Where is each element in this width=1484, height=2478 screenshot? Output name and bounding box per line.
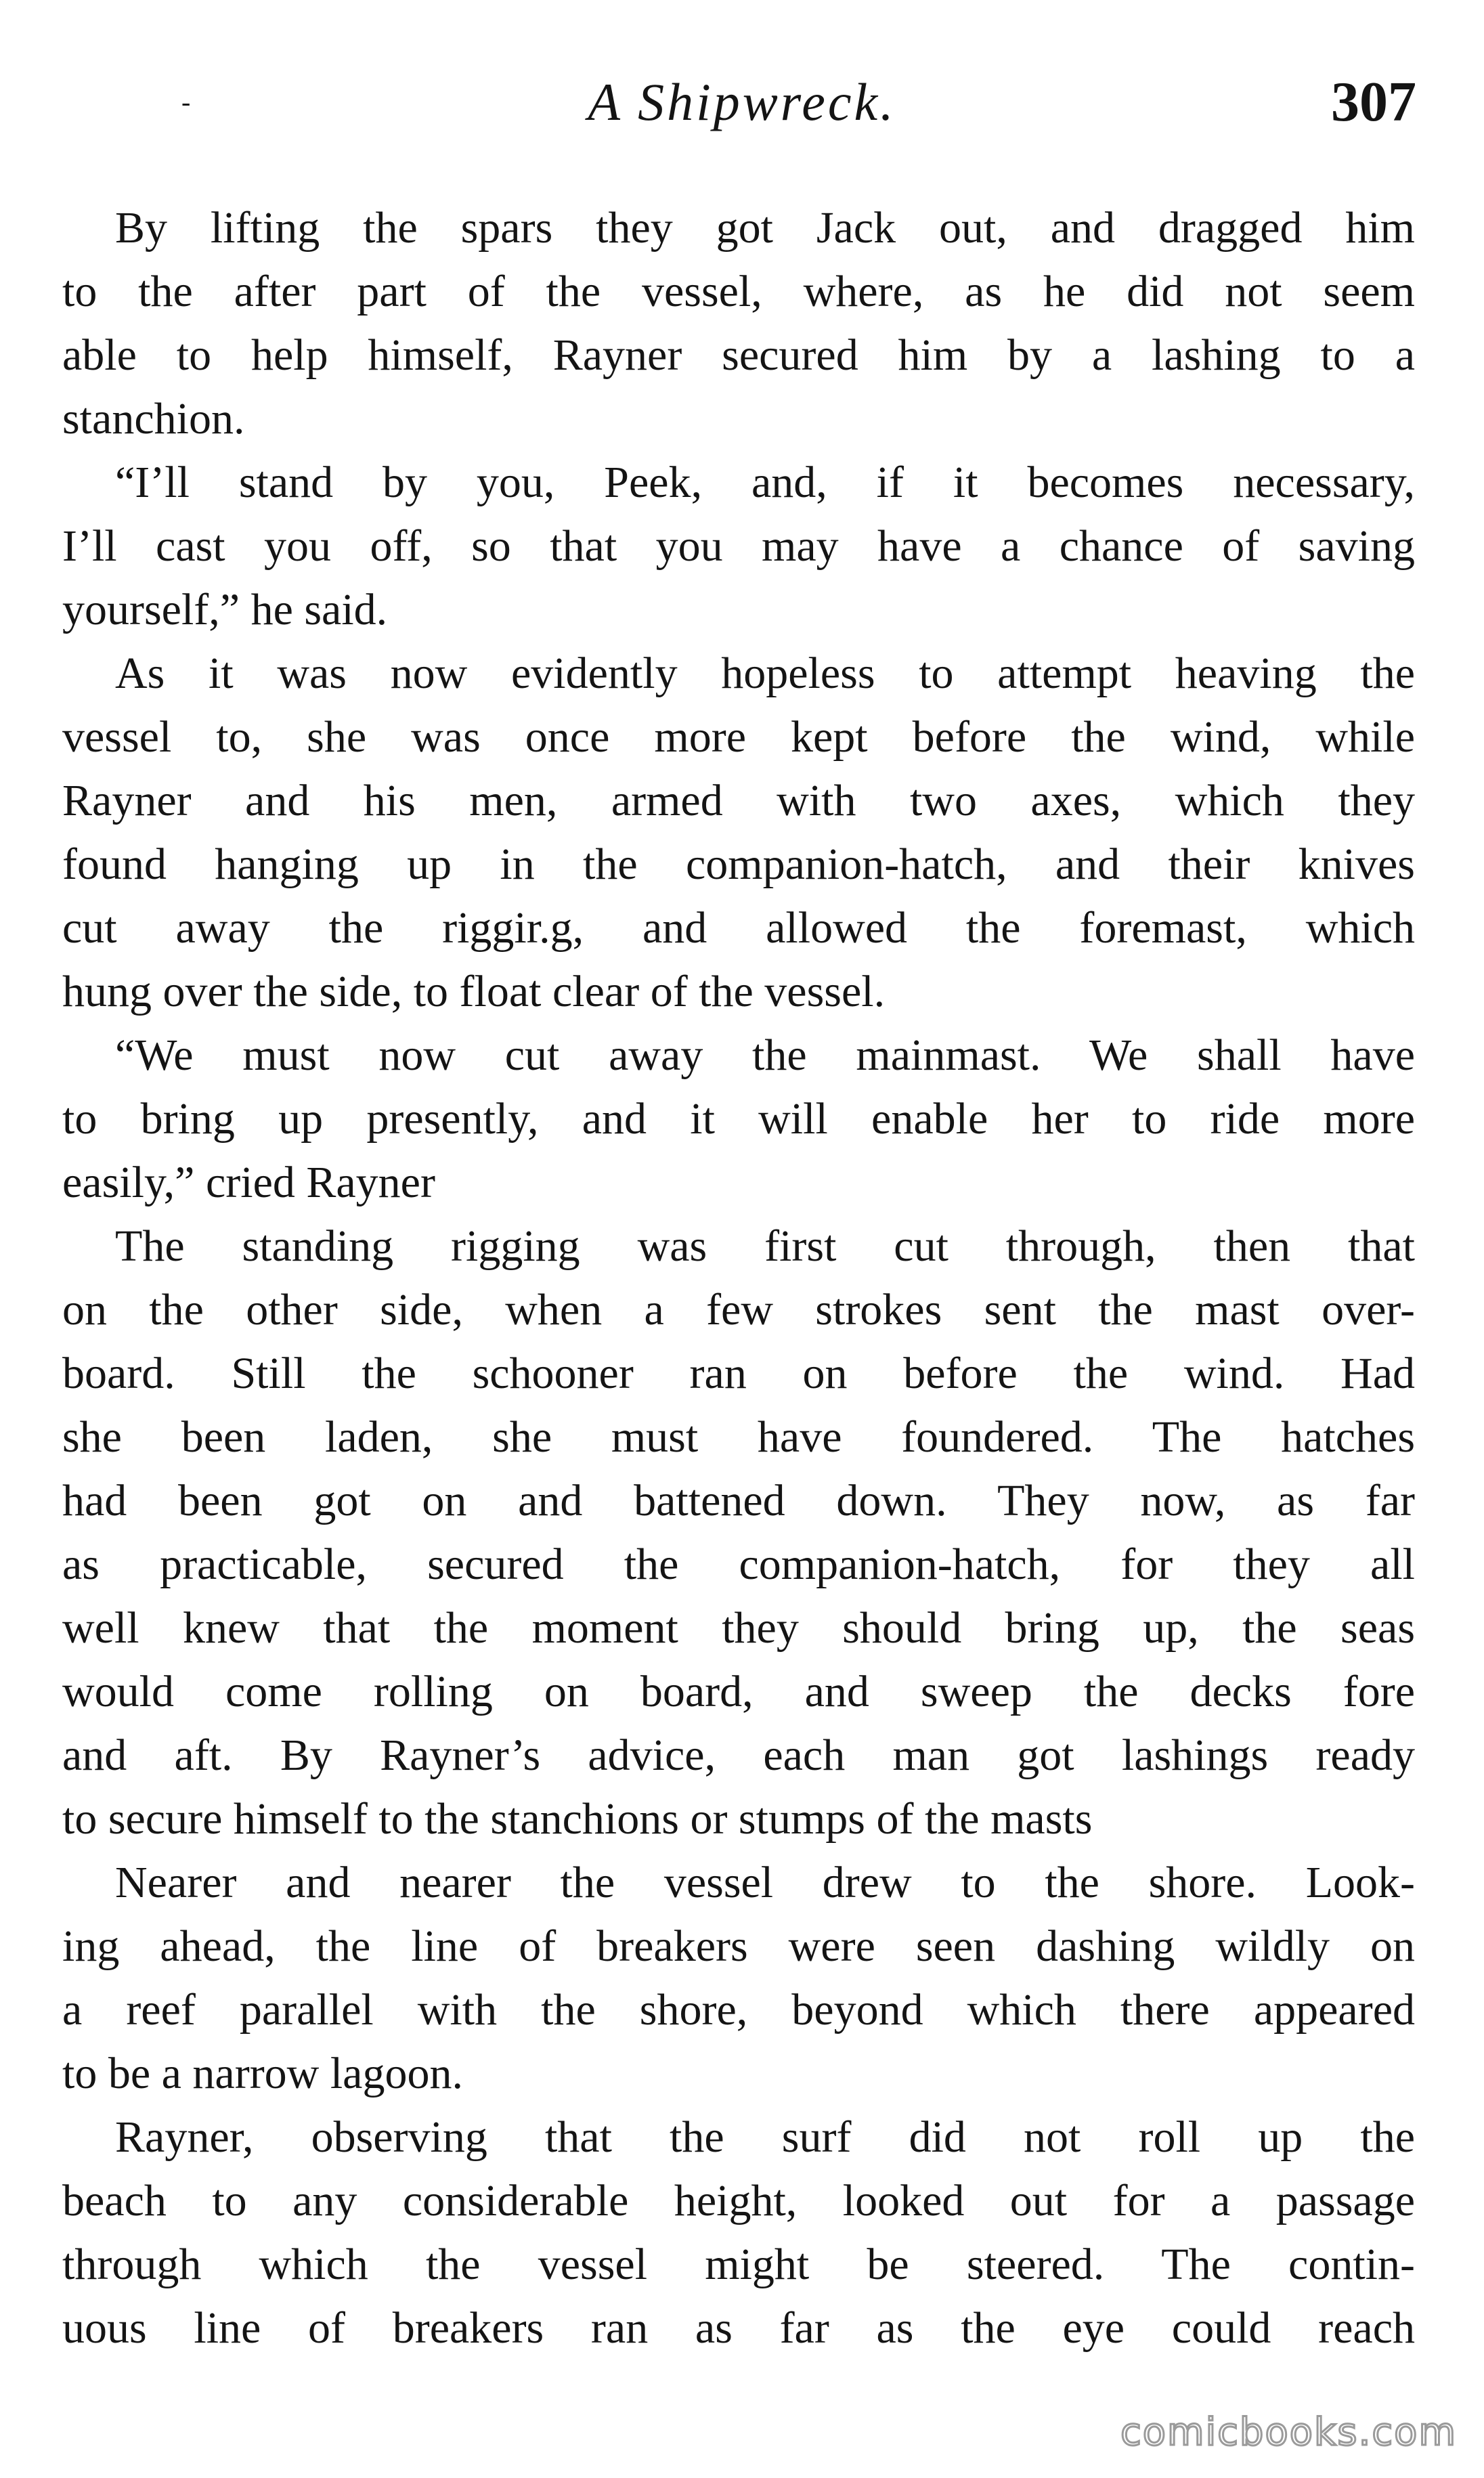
watermark: comicbooks.com (1120, 2410, 1457, 2454)
text-line: “I’ll stand by you, Peek, and, if it becomes necessary, (115, 458, 1415, 507)
text-line: I’ll cast you off, so that you may have a chance of saving (62, 521, 1415, 571)
text-line: through which the vessel might be steered. The contin- (62, 2240, 1415, 2289)
text-line: stanchion. (62, 394, 245, 443)
text-line: Rayner, observing that the surf did not roll up the (115, 2112, 1415, 2162)
text-line: a reef parallel with the shore, beyond which there appeared (62, 1985, 1415, 2035)
text-line: “We must now cut away the mainmast. We shall have (115, 1030, 1415, 1080)
text-line: she been laden, she must have foundered. The hatches (62, 1412, 1415, 1462)
page-number: 307 (1331, 70, 1416, 133)
text-line: to be a narrow lagoon. (62, 2049, 463, 2098)
text-line: beach to any considerable height, looked out for a passage (62, 2176, 1415, 2225)
text-line: would come rolling on board, and sweep the decks fore (62, 1667, 1415, 1716)
text-line: Nearer and nearer the vessel drew to the shore. Look- (115, 1858, 1415, 1907)
text-line: yourself,” he said. (62, 585, 388, 634)
text-line: vessel to, she was once more kept before the wind, while (62, 712, 1415, 762)
text-line: The standing rigging was first cut through, then that (115, 1221, 1415, 1271)
text-line: as practicable, secured the companion-hatch, for they all (62, 1540, 1415, 1589)
text-line: to the after part of the vessel, where, as he did not seem (62, 267, 1415, 316)
text-line: and aft. By Rayner’s advice, each man got lashings ready (62, 1731, 1415, 1780)
text-line: to secure himself to the stanchions or stumps of the masts (62, 1794, 1093, 1844)
text-line: cut away the riggir.g, and allowed the foremast, which (62, 903, 1415, 953)
text-line: ing ahead, the line of breakers were seen dashing wildly on (62, 1921, 1415, 1971)
text-line: found hanging up in the companion-hatch, and their knives (62, 840, 1415, 889)
running-header (0, 65, 1484, 139)
body-text (62, 196, 1415, 2360)
text-line: to bring up presently, and it will enable her to ride more (62, 1094, 1415, 1144)
text-line: had been got on and battened down. They now, as far (62, 1476, 1415, 1525)
text-line: uous line of breakers ran as far as the eye could reach (62, 2303, 1415, 2353)
text-line: Rayner and his men, armed with two axes, which they (62, 776, 1415, 825)
running-title: A Shipwreck. (588, 72, 896, 131)
text-line: able to help himself, Rayner secured him by a lashing to a (62, 330, 1415, 380)
text-line: By lifting the spars they got Jack out, and dragged him (115, 203, 1415, 253)
text-line: easily,” cried Rayner (62, 1158, 435, 1207)
text-line: on the other side, when a few strokes sent the mast over- (62, 1285, 1415, 1334)
text-line: board. Still the schooner ran on before the wind. Had (62, 1349, 1415, 1398)
header-dash: - (181, 87, 191, 117)
text-line: hung over the side, to float clear of the vessel. (62, 967, 886, 1016)
text-line: As it was now evidently hopeless to attempt heaving the (115, 649, 1415, 698)
text-line: well knew that the moment they should bring up, the seas (62, 1603, 1415, 1653)
